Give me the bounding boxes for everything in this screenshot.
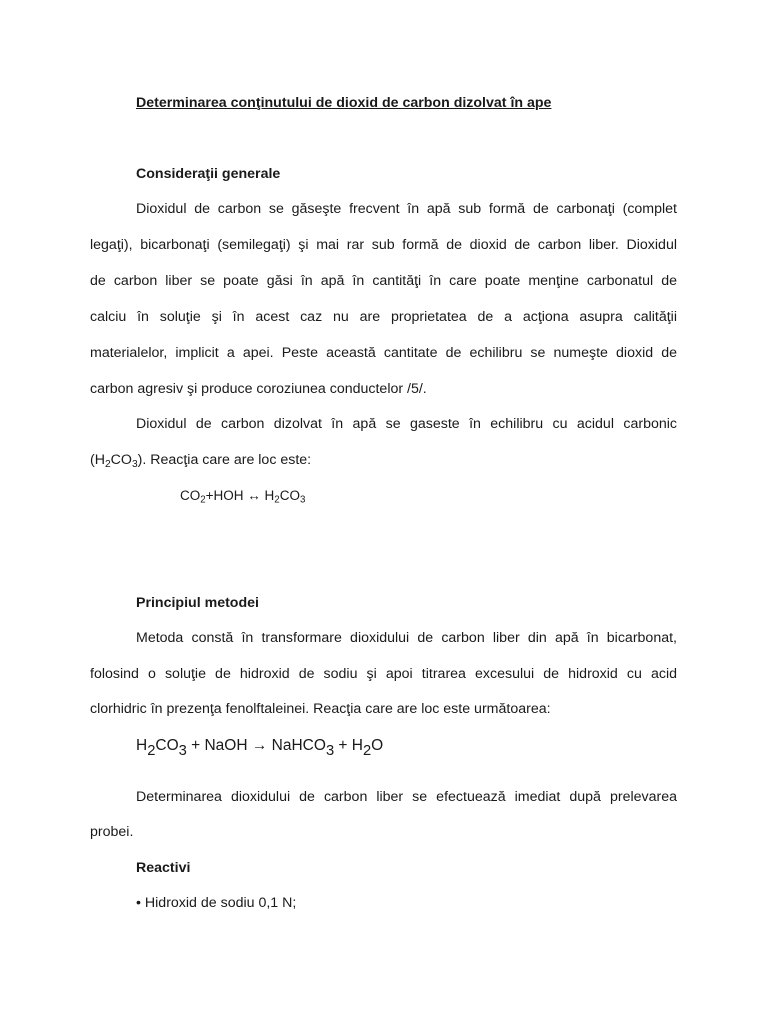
paragraph-line: clorhidric în prezenţa fenolftaleinei. Reacţia care are loc este următoarea: xyxy=(90,701,551,717)
chemical-equation-1: $CO_2+HOH$ ↔ $H_2CO_3$ xyxy=(180,488,306,506)
paragraph-line: legaţi), bicarbonaţi (semilegaţi) şi mai rar sub formă de dioxid de carbon liber. Dioxidul xyxy=(90,237,677,253)
paragraph-line: Dioxidul de carbon se găseşte frecvent în apă sub formă de carbonaţi (complet xyxy=(136,201,677,217)
paragraph-line: Metoda constă în transformare dioxidului de carbon liber din apă în bicarbonat, xyxy=(136,630,677,646)
chemical-equation-2: H2CO3 + NaOH → NaHCO3 + H2O xyxy=(136,737,384,760)
paragraph-line: materialelor, implicit a apei. Peste această cantitate de echilibru se numeşte dioxid de xyxy=(90,345,677,361)
paragraph-line: carbon agresiv şi produce coroziunea conductelor /5/. xyxy=(90,381,427,397)
paragraph-line: de carbon liber se poate găsi în apă în cantităţi în care poate menţine carbonatul de xyxy=(90,273,677,289)
section-heading-principle: Principiul metodei xyxy=(136,595,259,611)
paragraph-line: folosind o soluţie de hidroxid de sodiu şi apoi titrarea excesului de hidroxid cu acid xyxy=(90,666,677,682)
paragraph-line: calciu în soluţie şi în acest caz nu are proprietatea de a acţiona asupra calităţii xyxy=(90,309,677,325)
section-heading-general: Consideraţii generale xyxy=(136,166,281,182)
section-heading-reagents: Reactivi xyxy=(136,860,191,876)
paragraph-line: Determinarea dioxidului de carbon liber se efectuează imediat după prelevarea xyxy=(136,789,677,805)
paragraph-line: Dioxidul de carbon dizolvat în apă se gaseste în echilibru cu acidul carbonic xyxy=(136,416,677,432)
document-title: Determinarea conţinutului de dioxid de carbon dizolvat în ape xyxy=(136,95,552,111)
list-item: • Hidroxid de sodiu 0,1 N; xyxy=(136,895,297,911)
paragraph-line-with-formula: $(H_2CO_3)$. Reacţia care are loc este: xyxy=(90,452,312,470)
paragraph-line: probei. xyxy=(90,824,134,840)
